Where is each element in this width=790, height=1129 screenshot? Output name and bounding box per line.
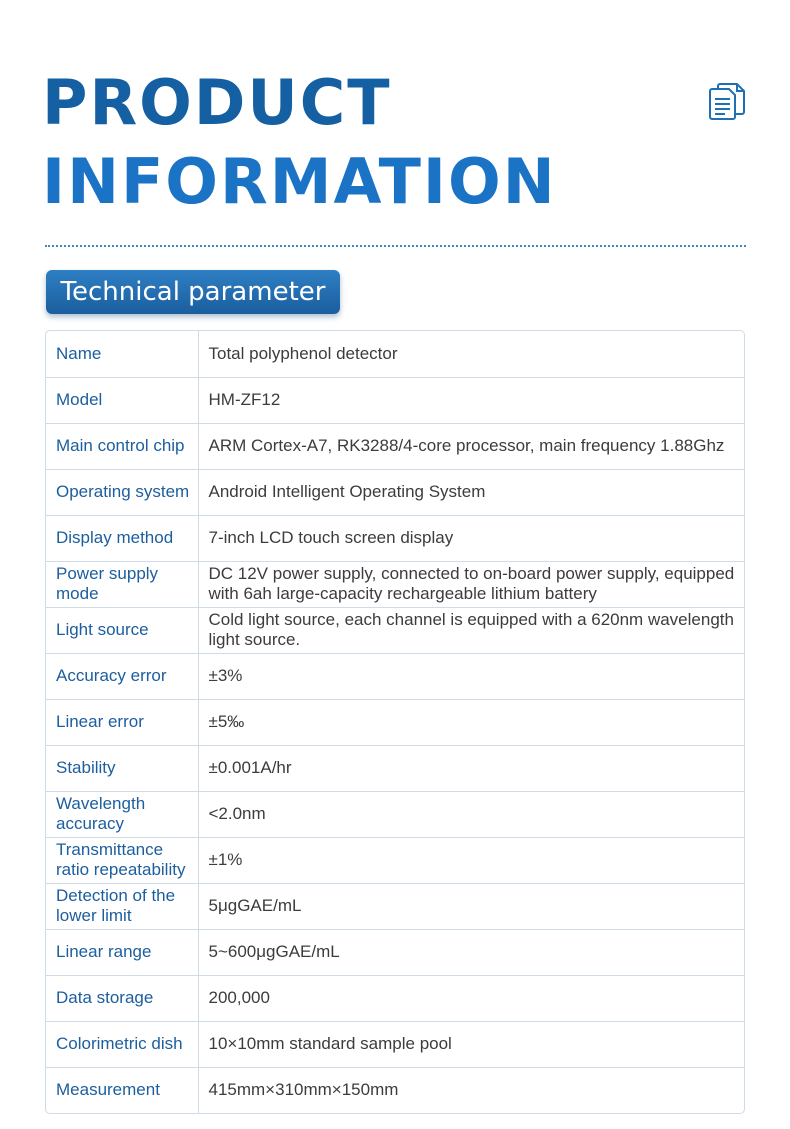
table-row [46, 377, 744, 423]
parameter-value: ±5‰ [198, 699, 744, 745]
parameter-label: Power supply mode [46, 561, 198, 607]
table-row [46, 1021, 744, 1067]
parameter-value: Total polyphenol detector [208, 343, 398, 363]
table-row [46, 423, 744, 469]
parameter-label: Colorimetric dish [46, 1021, 198, 1067]
parameter-label: Stability [46, 745, 198, 791]
parameter-value: 5μgGAE/mL [198, 883, 744, 929]
parameter-value: 200,000 [198, 975, 744, 1021]
table-row [46, 791, 744, 837]
parameter-label: Accuracy error [46, 653, 198, 699]
page-title-line-2: INFORMATION [42, 145, 557, 218]
parameter-table-body [46, 331, 744, 1113]
parameter-value: 415mm×310mm×150mm [198, 1067, 744, 1113]
table-row [46, 653, 744, 699]
parameter-label: Linear error [46, 699, 198, 745]
page-title-line-1: PRODUCT [42, 66, 392, 139]
table-row [46, 883, 744, 929]
parameter-value: Cold light source, each channel is equipped with a 620nm wavelength light source. [198, 607, 744, 653]
parameter-label: Name [46, 331, 198, 377]
table-row [46, 331, 744, 377]
parameter-value: DC 12V power supply, connected to on-board power supply, equipped with 6ah large-capacity rechargeable lithium battery [198, 561, 744, 607]
parameter-value: 7-inch LCD touch screen display [198, 515, 744, 561]
table-row [46, 837, 744, 883]
parameter-value: ARM Cortex-A7, RK3288/4-core processor, main frequency 1.88Ghz [198, 423, 744, 469]
section-title-badge: Technical parameter [46, 270, 340, 314]
parameter-label: Model [46, 377, 198, 423]
parameter-label: Measurement [46, 1067, 198, 1113]
parameter-value: <2.0nm [198, 791, 744, 837]
table-row [46, 929, 744, 975]
parameter-value: Android Intelligent Operating System [198, 469, 744, 515]
table-row [46, 699, 744, 745]
documents-icon [706, 80, 748, 122]
table-row [46, 561, 744, 607]
parameter-label: Detection of the lower limit [46, 883, 198, 929]
table-row [46, 607, 744, 653]
parameter-label: Transmittance ratio repeatability [46, 837, 198, 883]
parameter-label: Linear range [46, 929, 198, 975]
parameter-value: ±1% [198, 837, 744, 883]
parameter-label: Wavelength accuracy [46, 791, 198, 837]
parameter-table [45, 330, 745, 1114]
table-row [46, 1067, 744, 1113]
table-row [46, 975, 744, 1021]
parameter-label: Operating system [46, 469, 198, 515]
parameter-value: 10×10mm standard sample pool [198, 1021, 744, 1067]
parameter-value: ±0.001A/hr [198, 745, 744, 791]
parameter-label: Main control chip [46, 423, 198, 469]
parameter-value: 5~600μgGAE/mL [198, 929, 744, 975]
table-row [46, 469, 744, 515]
dotted-divider [45, 245, 746, 247]
parameter-value: HM-ZF12 [198, 377, 744, 423]
table-row [46, 515, 744, 561]
parameter-value: ±3% [198, 653, 744, 699]
table-row [46, 745, 744, 791]
parameter-label: Display method [46, 515, 198, 561]
parameter-label: Data storage [46, 975, 198, 1021]
parameter-label: Light source [46, 607, 198, 653]
